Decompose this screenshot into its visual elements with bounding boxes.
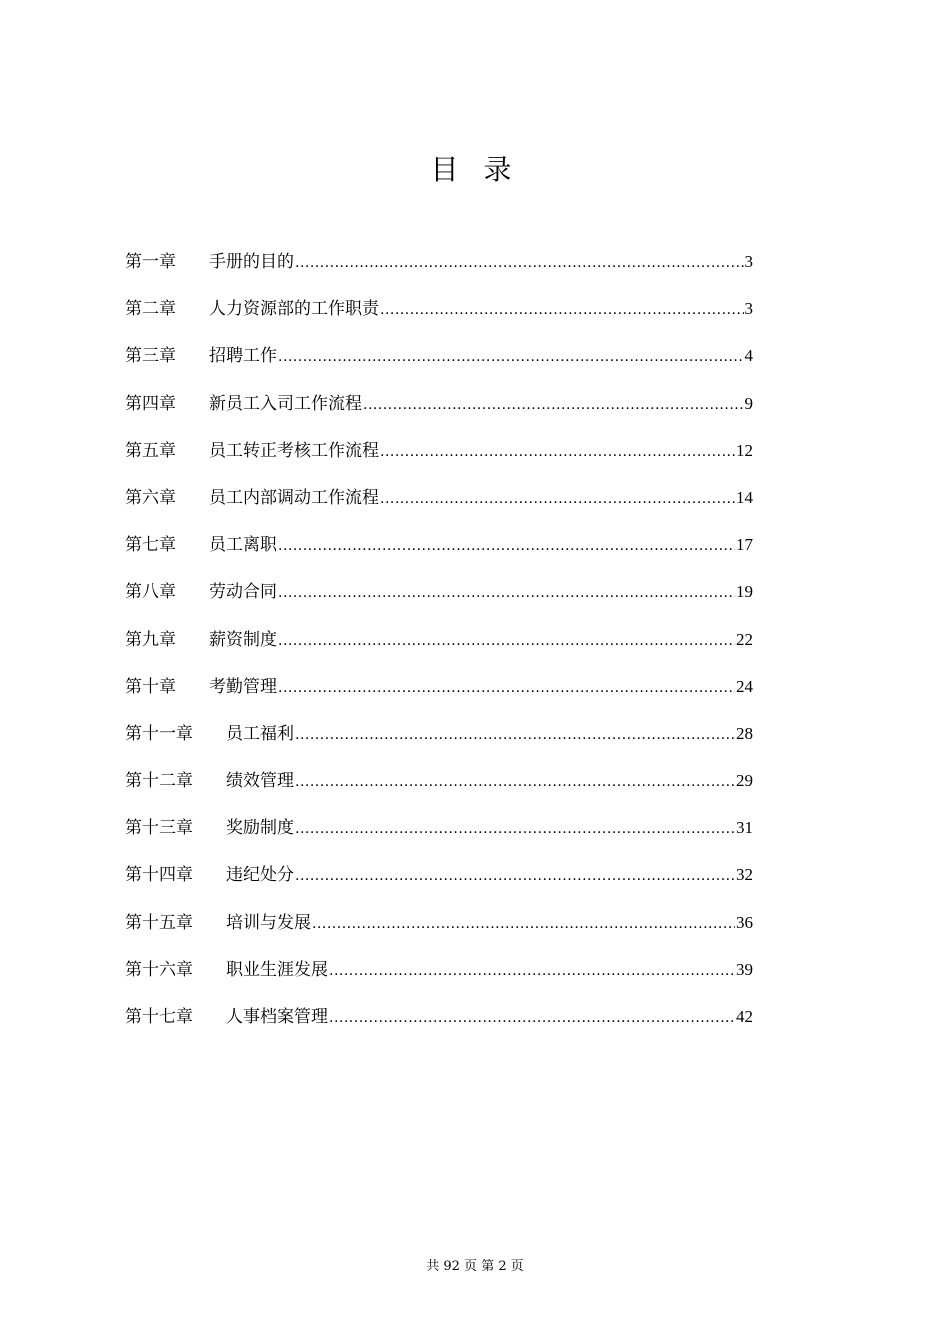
toc-chapter-title: 职业生涯发展 xyxy=(226,959,328,980)
toc-page-number: 4 xyxy=(744,346,753,366)
toc-chapter-label: 第五章 xyxy=(125,440,176,461)
toc-chapter-title: 新员工入司工作流程 xyxy=(209,393,362,414)
toc-chapter-label: 第四章 xyxy=(125,393,176,414)
table-of-contents xyxy=(125,246,753,1048)
toc-chapter-label: 第十七章 xyxy=(125,1007,193,1027)
toc-chapter-title: 人力资源部的工作职责 xyxy=(209,299,379,320)
toc-page-number: 24 xyxy=(736,676,753,696)
toc-chapter-title: 考勤管理 xyxy=(209,676,277,697)
page-footer: 共 92 页 第 2 页 xyxy=(426,1259,524,1274)
toc-chapter-label: 第八章 xyxy=(125,582,176,603)
toc-chapter-title: 培训与发展 xyxy=(226,912,311,933)
toc-page-number: 28 xyxy=(736,723,753,743)
toc-chapter-title: 员工福利 xyxy=(226,723,294,744)
toc-page-number: 19 xyxy=(736,582,753,602)
toc-page-number: 31 xyxy=(736,818,753,838)
toc-dot-leader xyxy=(278,530,735,562)
toc-dot-leader xyxy=(295,247,744,279)
toc-chapter-label: 第十一章 xyxy=(125,723,193,744)
toc-page-number: 29 xyxy=(736,771,753,791)
toc-dot-leader xyxy=(380,436,735,468)
toc-entry-15[interactable] xyxy=(125,907,753,954)
toc-chapter-title: 招聘工作 xyxy=(209,346,277,367)
toc-entry-4[interactable] xyxy=(125,388,753,435)
toc-page-number: 3 xyxy=(744,252,753,271)
toc-entry-1[interactable] xyxy=(125,246,753,293)
toc-chapter-label: 第十章 xyxy=(125,676,176,697)
toc-chapter-title: 奖励制度 xyxy=(226,818,294,839)
toc-dot-leader xyxy=(278,341,744,373)
toc-entry-8[interactable] xyxy=(125,576,753,623)
toc-chapter-label: 第三章 xyxy=(125,346,176,367)
toc-chapter-label: 第十三章 xyxy=(125,818,193,839)
toc-chapter-label: 第六章 xyxy=(125,487,176,508)
toc-entry-7[interactable] xyxy=(125,529,753,576)
toc-entry-2[interactable] xyxy=(125,293,753,340)
toc-entry-5[interactable] xyxy=(125,435,753,482)
toc-entry-12[interactable] xyxy=(125,765,753,812)
toc-page-number: 3 xyxy=(744,299,753,319)
toc-chapter-label: 第二章 xyxy=(125,299,176,320)
toc-chapter-label: 第九章 xyxy=(125,629,176,650)
toc-dot-leader xyxy=(295,860,735,892)
toc-page-number: 9 xyxy=(744,393,753,413)
toc-entry-16[interactable] xyxy=(125,954,753,1001)
page-title: 目 录 xyxy=(430,153,520,186)
toc-chapter-title: 人事档案管理 xyxy=(226,1007,328,1027)
toc-dot-leader xyxy=(278,625,735,657)
toc-chapter-label: 第十五章 xyxy=(125,912,193,933)
toc-dot-leader xyxy=(295,813,735,845)
toc-dot-leader xyxy=(363,389,744,421)
toc-chapter-label: 第十四章 xyxy=(125,865,193,886)
toc-chapter-title: 员工转正考核工作流程 xyxy=(209,440,379,461)
toc-chapter-title: 员工内部调动工作流程 xyxy=(209,487,379,508)
toc-dot-leader xyxy=(312,908,735,940)
toc-entry-17[interactable] xyxy=(125,1001,753,1048)
toc-chapter-title: 手册的目的 xyxy=(209,252,294,272)
toc-dot-leader xyxy=(278,577,735,609)
toc-chapter-title: 员工离职 xyxy=(209,535,277,556)
toc-page-number: 17 xyxy=(736,535,753,555)
toc-chapter-title: 劳动合同 xyxy=(209,582,277,603)
toc-page-number: 42 xyxy=(736,1007,753,1026)
toc-page-number: 36 xyxy=(736,912,753,932)
toc-chapter-title: 薪资制度 xyxy=(209,629,277,650)
toc-chapter-label: 第十六章 xyxy=(125,959,193,980)
toc-entry-3[interactable] xyxy=(125,340,753,387)
toc-chapter-label: 第十二章 xyxy=(125,771,193,792)
toc-entry-13[interactable] xyxy=(125,812,753,859)
toc-dot-leader xyxy=(295,766,735,798)
toc-page-number: 14 xyxy=(736,487,753,507)
toc-chapter-label: 第一章 xyxy=(125,252,176,272)
toc-chapter-title: 违纪处分 xyxy=(226,865,294,886)
toc-page-number: 22 xyxy=(736,629,753,649)
toc-entry-11[interactable] xyxy=(125,718,753,765)
toc-entry-9[interactable] xyxy=(125,624,753,671)
toc-page-number: 32 xyxy=(736,865,753,885)
toc-page-number: 12 xyxy=(736,440,753,460)
toc-chapter-label: 第七章 xyxy=(125,535,176,556)
toc-dot-leader xyxy=(295,719,735,751)
toc-entry-6[interactable] xyxy=(125,482,753,529)
toc-page-number: 39 xyxy=(736,959,753,979)
toc-dot-leader xyxy=(380,294,744,326)
toc-entry-10[interactable] xyxy=(125,671,753,718)
toc-dot-leader xyxy=(329,1002,735,1034)
toc-entry-14[interactable] xyxy=(125,859,753,906)
toc-dot-leader xyxy=(278,672,735,704)
toc-dot-leader xyxy=(380,483,735,515)
toc-chapter-title: 绩效管理 xyxy=(226,771,294,792)
toc-dot-leader xyxy=(329,955,735,987)
